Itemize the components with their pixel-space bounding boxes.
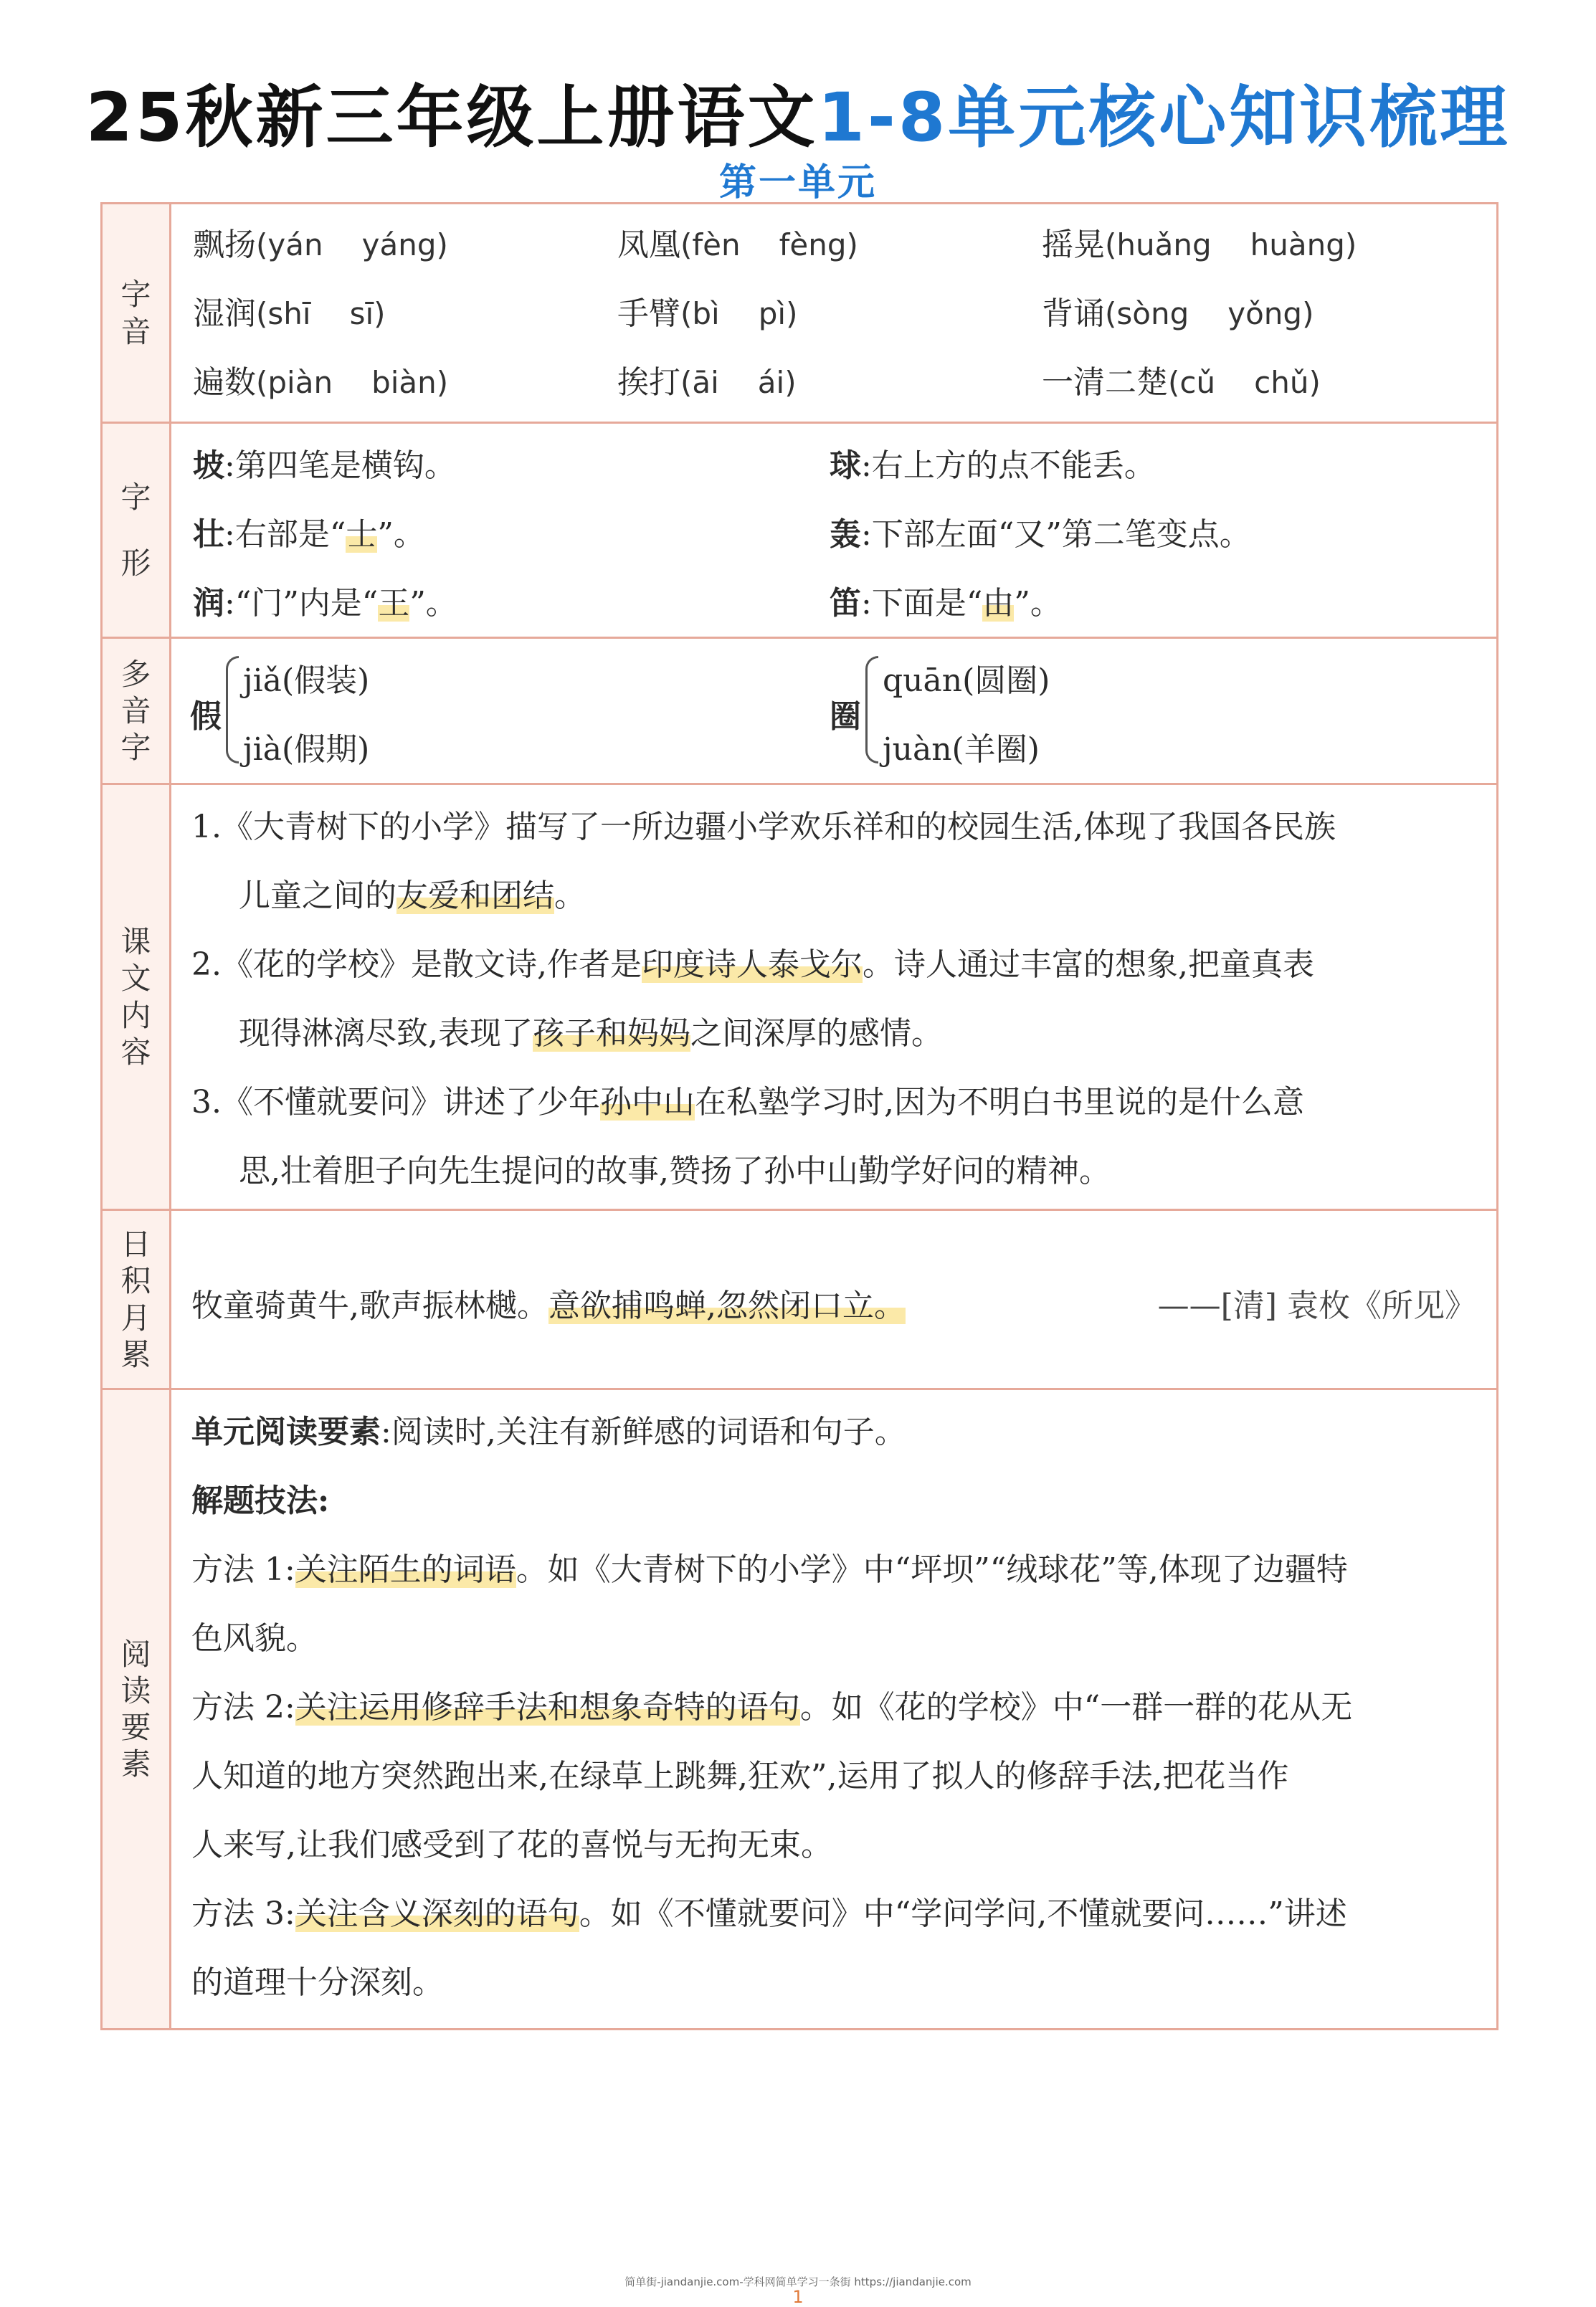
element-title: 单元阅读要素 — [191, 1414, 381, 1450]
unit-title: 第一单元 — [718, 161, 877, 204]
paren-open: ( — [1105, 227, 1117, 262]
summary-line — [239, 1145, 1111, 1191]
glyph-text: :第四笔是横钩。 — [224, 447, 456, 484]
section-ke-wen — [103, 785, 1496, 1211]
section-duo-yin — [103, 639, 1496, 785]
glyph-text: :下面是“ — [861, 585, 983, 622]
glyph-item — [830, 508, 1251, 554]
pinyin-option: ái — [757, 365, 785, 400]
highlight: 印度诗人泰戈尔 — [641, 946, 863, 983]
pronunciation-item — [193, 356, 448, 402]
glyph-char: 笛 — [830, 585, 861, 622]
section-label — [103, 1390, 171, 2028]
paren-open: ( — [256, 227, 268, 262]
poem-source: ——[清] 袁枚《所见》 — [1157, 1288, 1476, 1324]
highlight: 孩子和妈妈 — [533, 1015, 690, 1052]
text: 现得淋漓尽致,表现了 — [239, 1015, 533, 1052]
paren-open: ( — [680, 227, 693, 262]
pinyin-option: yáng — [361, 227, 437, 262]
section-zi-yin — [103, 204, 1496, 424]
summary-line — [239, 1007, 943, 1053]
element-text: :阅读时,关注有新鲜感的词语和句子。 — [381, 1414, 906, 1450]
polyphone-reading: jiǎ(假装) — [243, 662, 370, 699]
paren-close: ) — [436, 365, 449, 400]
glyph-text: :下部左面“又”第二笔变点。 — [861, 516, 1251, 553]
pinyin-option: cǔ — [1179, 365, 1216, 400]
word: 飘扬 — [193, 227, 256, 263]
glyph-item — [830, 439, 1156, 485]
polyphone-reading: jià(假期) — [243, 731, 370, 768]
pronunciation-item — [1042, 356, 1321, 402]
method-line — [191, 1543, 1348, 1589]
paren-close: ) — [1308, 365, 1321, 400]
method-line — [191, 1956, 444, 2002]
polyphone-reading: juàn(羊圈) — [883, 731, 1040, 768]
poem-highlight: 意欲捕鸣蝉,忽然闭口立。 — [548, 1288, 906, 1324]
glyph-text: ”。 — [377, 516, 425, 553]
highlight: 友爱和团结 — [396, 877, 554, 914]
paren-open: ( — [256, 296, 268, 331]
pronunciation-item — [1042, 219, 1357, 265]
pinyin-option: fèng — [779, 227, 847, 262]
pinyin-option: piàn — [267, 365, 333, 400]
word: 背诵 — [1042, 295, 1105, 332]
paren-close: ) — [374, 296, 386, 331]
word: 遍数 — [193, 364, 256, 401]
pinyin-option: biàn — [371, 365, 437, 400]
paren-open: ( — [1168, 365, 1180, 400]
pinyin-option: sòng — [1116, 296, 1189, 331]
title-part-1: 25秋新三年级上册语文 — [85, 79, 818, 157]
method-title: 解题技法: — [191, 1483, 330, 1519]
glyph-text: ”。 — [1014, 585, 1062, 622]
text: 2.《花的学校》是散文诗,作者是 — [191, 946, 642, 983]
page-number: 1 — [792, 2287, 804, 2307]
pronunciation-item — [617, 287, 797, 333]
section-label — [103, 424, 171, 637]
label-char: 日 — [120, 1227, 151, 1262]
paren-open: ( — [256, 365, 268, 400]
pronunciation-item — [617, 219, 858, 265]
paren-close: ) — [436, 227, 448, 262]
element-line — [191, 1406, 906, 1452]
section-zi-xing — [103, 424, 1496, 639]
summary-line — [191, 801, 1336, 847]
text: 1.《大青树下的小学》描写了一所边疆小学欢乐祥和的校园生活,体现了我国各民族 — [191, 809, 1336, 845]
label-char: 音 — [120, 313, 151, 349]
glyph-item — [193, 577, 457, 623]
pronunciation-item — [193, 219, 448, 265]
glyph-item — [193, 508, 425, 554]
paren-open: ( — [1105, 296, 1117, 331]
glyph-notes — [171, 424, 1496, 637]
glyph-char: 轰 — [830, 516, 861, 553]
word: 手臂 — [617, 295, 680, 332]
polyphone-char: 圈 — [830, 698, 861, 735]
text: 在私塾学习时,因为不明白书里说的是什么意 — [694, 1084, 1304, 1121]
word: 湿润 — [193, 295, 256, 332]
label-char: 多 — [120, 656, 151, 692]
text: 之间深厚的感情。 — [690, 1015, 943, 1052]
text: 人来写,让我们感受到了花的喜悦与无拘无束。 — [191, 1827, 832, 1863]
pronunciation-item — [193, 287, 386, 333]
section-ri-ji — [103, 1211, 1496, 1390]
method-line — [191, 1681, 1352, 1727]
polyphone-list — [171, 639, 1496, 783]
label-char: 形 — [120, 545, 151, 581]
pinyin-option: āi — [692, 365, 719, 400]
label-char: 音 — [120, 693, 151, 728]
summary-line — [191, 1076, 1304, 1122]
pronunciation-item — [617, 356, 797, 402]
method-line — [191, 1750, 1288, 1796]
text: 。 — [554, 877, 586, 914]
pinyin-option: yǒng — [1227, 296, 1303, 331]
text: 方法 2: — [191, 1689, 295, 1726]
label-char: 要 — [120, 1710, 151, 1745]
glyph-text: :右部是“ — [224, 516, 346, 553]
paren-close: ) — [784, 365, 797, 400]
paren-open: ( — [680, 365, 693, 400]
glyph-item — [193, 439, 456, 485]
glyph-highlight: 士 — [346, 516, 378, 553]
polyphone-reading: quān(圆圈) — [883, 662, 1050, 699]
text: 色风貌。 — [191, 1620, 318, 1657]
polyphone-char: 假 — [190, 698, 222, 735]
paren-open: ( — [680, 296, 693, 331]
text: 人知道的地方突然跑出来,在绿草上跳舞,狂欢”,运用了拟人的修辞手法,把花当作 — [191, 1758, 1289, 1794]
label-char: 内 — [120, 997, 151, 1033]
paren-close: ) — [846, 227, 858, 262]
section-label — [103, 639, 171, 783]
method-line — [191, 1819, 832, 1865]
brace-icon — [865, 656, 878, 764]
highlight: 关注陌生的词语 — [295, 1551, 516, 1588]
pinyin-option: bì — [692, 296, 720, 331]
text-summary — [171, 785, 1496, 1209]
label-char: 文 — [120, 961, 151, 996]
word: 凤凰 — [617, 227, 680, 263]
text: 儿童之间的 — [239, 877, 396, 914]
section-label — [103, 204, 171, 422]
summary-line — [239, 870, 586, 915]
pronunciation-item — [1042, 287, 1314, 333]
glyph-highlight: 由 — [982, 585, 1015, 622]
reading-elements — [171, 1390, 1496, 2028]
glyph-text: :“门”内是“ — [224, 585, 379, 622]
summary-line — [191, 938, 1314, 984]
glyph-text: :右上方的点不能丢。 — [861, 447, 1156, 484]
text: 方法 3: — [191, 1895, 295, 1932]
highlight: 孙中山 — [599, 1084, 695, 1121]
word: 摇晃 — [1042, 227, 1105, 263]
brace-icon — [226, 656, 239, 764]
text: 。如《大青树下的小学》中“坪坝”“绒球花”等,体现了边疆特 — [516, 1551, 1348, 1588]
poem-block — [171, 1211, 1496, 1388]
glyph-char: 球 — [830, 447, 861, 484]
text: 的道理十分深刻。 — [191, 1964, 444, 2001]
page-title — [0, 63, 1596, 160]
label-char: 素 — [120, 1746, 151, 1782]
pinyin-option: shī — [267, 296, 311, 331]
glyph-item — [830, 577, 1062, 623]
paren-close: ) — [786, 296, 798, 331]
text: 。诗人通过丰富的想象,把童真表 — [862, 946, 1314, 983]
label-char: 字 — [120, 277, 151, 313]
label-char: 课 — [120, 924, 151, 960]
text: 方法 1: — [191, 1551, 295, 1588]
glyph-char: 润 — [193, 585, 224, 622]
pinyin-option: huàng — [1250, 227, 1345, 262]
glyph-text: ”。 — [409, 585, 457, 622]
method-line — [191, 1612, 318, 1658]
section-label — [103, 1211, 171, 1388]
label-char: 字 — [120, 730, 151, 766]
text: 。如《花的学校》中“一群一群的花从无 — [799, 1689, 1353, 1726]
glyph-char: 壮 — [193, 516, 224, 553]
pinyin-option: chǔ — [1254, 365, 1309, 400]
glyph-highlight: 王 — [378, 585, 410, 622]
pronunciation-grid — [171, 204, 1496, 422]
label-char: 累 — [120, 1336, 151, 1372]
footer-watermark: 简单街-jiandanjie.com-学科网简单学习一条街 https://jiandanjie.com — [624, 2275, 972, 2288]
label-char: 字 — [120, 480, 151, 515]
word: 一清二楚 — [1042, 364, 1168, 401]
word: 挨打 — [617, 364, 680, 401]
paren-close: ) — [1344, 227, 1357, 262]
highlight: 关注含义深刻的语句 — [295, 1895, 579, 1932]
pinyin-option: sī — [349, 296, 374, 331]
glyph-char: 坡 — [193, 447, 224, 484]
knowledge-table — [100, 202, 1498, 2030]
label-char: 容 — [120, 1034, 151, 1070]
text: 思,壮着胆子向先生提问的故事,赞扬了孙中山勤学好问的精神。 — [239, 1153, 1111, 1189]
pinyin-option: pì — [758, 296, 787, 331]
pinyin-option: huǎng — [1116, 227, 1212, 262]
text: 3.《不懂就要问》讲述了少年 — [191, 1084, 600, 1121]
label-char: 读 — [120, 1673, 151, 1708]
pinyin-option: yán — [267, 227, 323, 262]
section-label — [103, 785, 171, 1209]
text: 。如《不懂就要问》中“学问学问,不懂就要问……”讲述 — [579, 1895, 1347, 1932]
method-line — [191, 1888, 1347, 1933]
label-char: 阅 — [120, 1636, 151, 1672]
section-yue-du — [103, 1390, 1496, 2028]
poem-line — [191, 1280, 906, 1326]
poem-text: 牧童骑黄牛,歌声振林樾。 — [191, 1288, 548, 1324]
label-char: 积 — [120, 1263, 151, 1299]
label-char: 月 — [120, 1300, 151, 1336]
highlight: 关注运用修辞手法和想象奇特的语句 — [295, 1689, 800, 1726]
pinyin-option: fèn — [692, 227, 741, 262]
title-part-2: 1-8单元核心知识梳理 — [817, 79, 1511, 157]
paren-close: ) — [1302, 296, 1314, 331]
